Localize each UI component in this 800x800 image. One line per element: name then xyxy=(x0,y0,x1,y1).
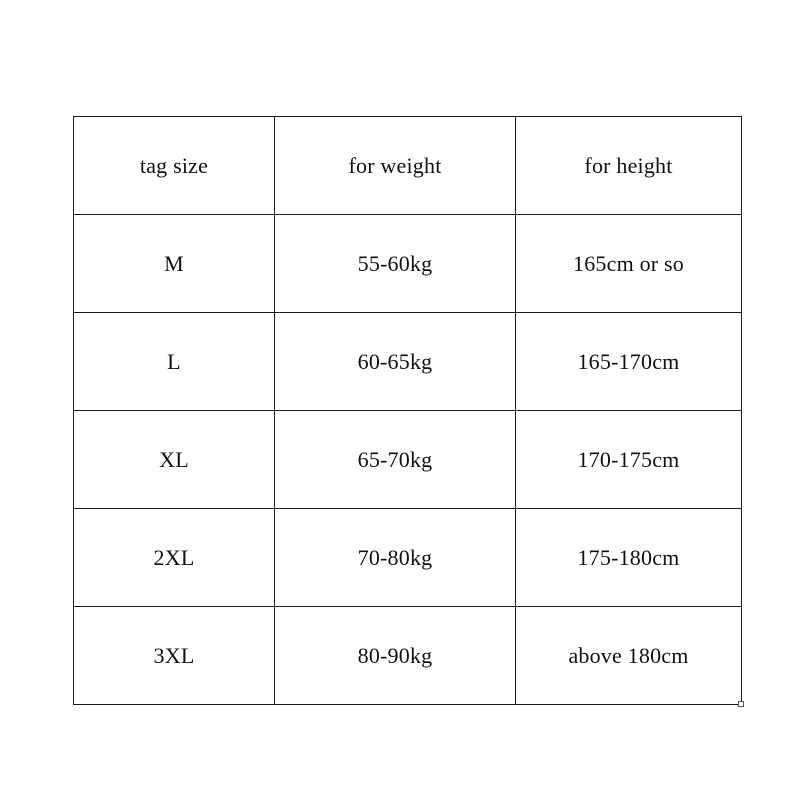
table-row xyxy=(74,215,742,313)
table-row xyxy=(74,313,742,411)
cell-height: 165cm or so xyxy=(516,215,742,313)
cell-tag-size: M xyxy=(74,215,275,313)
cell-tag-size: L xyxy=(74,313,275,411)
cell-tag-size: XL xyxy=(74,411,275,509)
cell-tag-size: 2XL xyxy=(74,509,275,607)
cell-height: 175-180cm xyxy=(516,509,742,607)
table-row xyxy=(74,411,742,509)
cell-weight: 60-65kg xyxy=(275,313,516,411)
cell-tag-size: 3XL xyxy=(74,607,275,705)
cell-height: 170-175cm xyxy=(516,411,742,509)
cell-weight: 65-70kg xyxy=(275,411,516,509)
header-for-weight: for weight xyxy=(275,117,516,215)
cell-weight: 55-60kg xyxy=(275,215,516,313)
table-resize-handle[interactable] xyxy=(738,701,744,707)
cell-weight: 80-90kg xyxy=(275,607,516,705)
header-tag-size: tag size xyxy=(74,117,275,215)
table-header-row xyxy=(74,117,742,215)
header-for-height: for height xyxy=(516,117,742,215)
cell-height: 165-170cm xyxy=(516,313,742,411)
cell-height: above 180cm xyxy=(516,607,742,705)
cell-weight: 70-80kg xyxy=(275,509,516,607)
table-row xyxy=(74,509,742,607)
table-row xyxy=(74,607,742,705)
size-chart-table xyxy=(73,116,742,705)
